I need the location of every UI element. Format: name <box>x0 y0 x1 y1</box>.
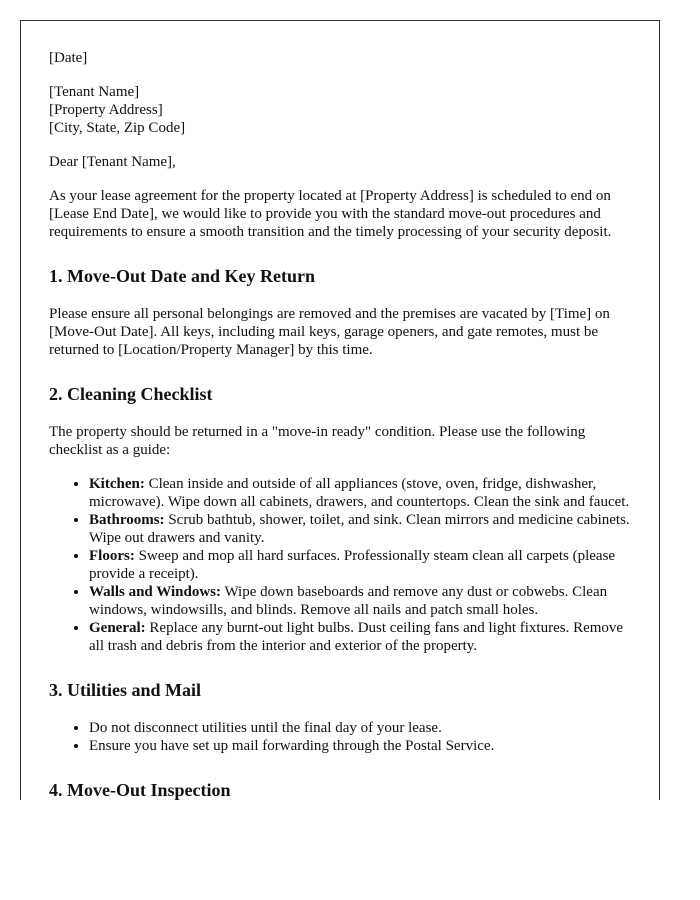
checklist-item-walls-windows <box>89 583 639 619</box>
checklist-text: Scrub bathtub, shower, toilet, and sink. Clean mirrors and medicine cabinets. Wipe out drawers and vanity. <box>89 512 630 546</box>
utilities-item: • Do not disconnect utilities until the final day of your lease. <box>89 719 639 737</box>
checklist-text: Wipe down baseboards and remove any dust or cobwebs. Clean windows, windowsills, and blinds. Remove all nails and patch small holes. <box>89 584 608 618</box>
utilities-list <box>49 719 639 755</box>
checklist-label: Kitchen: <box>89 476 145 492</box>
checklist-item-kitchen <box>89 475 639 511</box>
checklist-label: Walls and Windows: <box>89 584 222 600</box>
recipient-block <box>49 83 639 137</box>
checklist-label: General: <box>89 620 146 636</box>
checklist-text: Sweep and mop all hard surfaces. Professionally steam clean all carpets (please provide a receipt). <box>89 548 616 582</box>
section-heading-utilities: 3. Utilities and Mail <box>49 680 201 700</box>
checklist-text: Replace any burnt-out light bulbs. Dust ceiling fans and light fixtures. Remove all trash and debris from the interior and exterior of the property. <box>89 620 624 654</box>
checklist-label: Floors: <box>89 548 135 564</box>
recipient-name: [Tenant Name] <box>49 84 140 100</box>
section-body-move-out: Please ensure all personal belongings are removed and the premises are vacated by [Time] on [Move-Out Date]. All keys, including mail keys, garage openers, and gate remotes, must be returned to [Location/Property Manager] by this time. <box>49 306 610 358</box>
letter-date: [Date] <box>49 50 88 66</box>
letter-page <box>20 20 660 800</box>
salutation: Dear [Tenant Name], <box>49 154 176 170</box>
recipient-city-line: [City, State, Zip Code] <box>49 120 186 136</box>
section-body-cleaning: The property should be returned in a "move-in ready" condition. Please use the following checklist as a guide: <box>49 424 586 458</box>
section-heading-move-out: 1. Move-Out Date and Key Return <box>49 266 315 286</box>
utilities-item: • Ensure you have set up mail forwarding through the Postal Service. <box>89 737 639 755</box>
checklist-item-general <box>89 619 639 655</box>
section-heading-inspection: 4. Move-Out Inspection <box>49 780 231 800</box>
checklist-text: Clean inside and outside of all appliances (stove, oven, fridge, dishwasher, microwave). Wipe down all cabinets, drawers, and countertops. Clean the sink and faucet. <box>89 476 630 510</box>
intro-paragraph: As your lease agreement for the property located at [Property Address] is scheduled to end on [Lease End Date], we would like to provide you with the standard move-out procedures and requirements to ensure a smooth transition and the timely processing of your security deposit. <box>49 188 612 240</box>
section-heading-cleaning: 2. Cleaning Checklist <box>49 384 213 404</box>
checklist-label: Bathrooms: <box>89 512 165 528</box>
cleaning-checklist <box>49 475 639 655</box>
letter-content <box>49 49 639 800</box>
checklist-item-bathrooms <box>89 511 639 547</box>
recipient-address: [Property Address] <box>49 102 163 118</box>
checklist-item-floors <box>89 547 639 583</box>
